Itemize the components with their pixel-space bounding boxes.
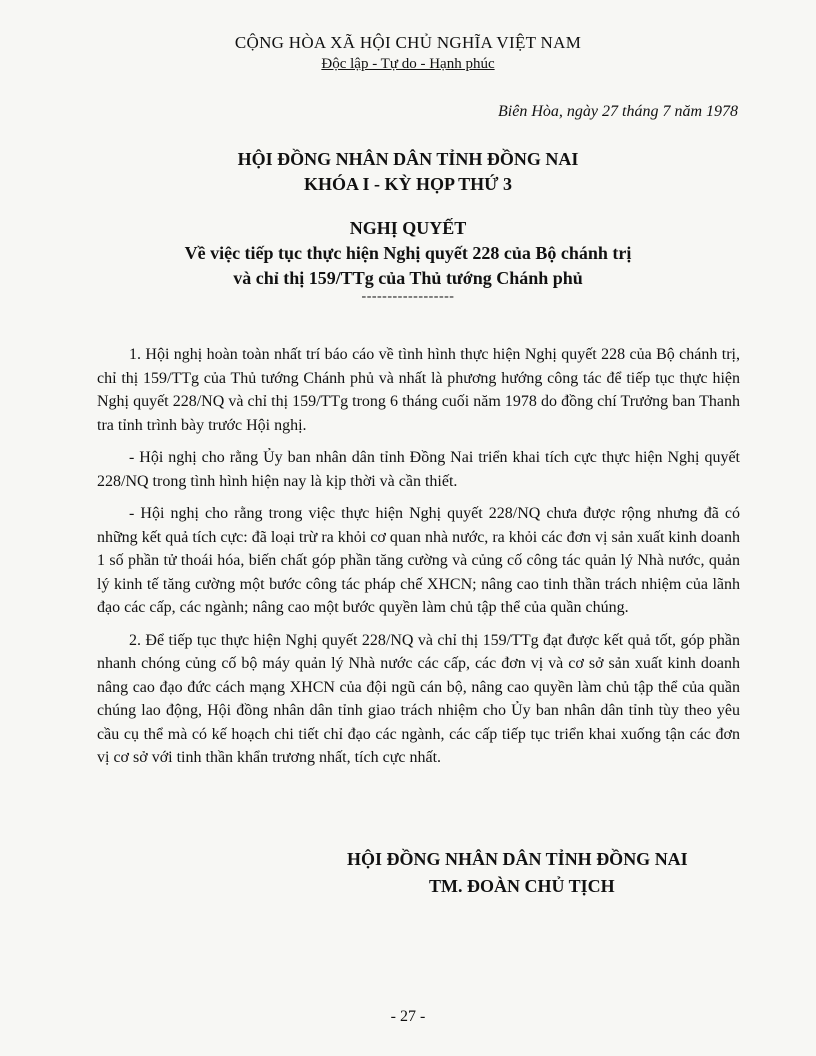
- title-separator: ------------------: [361, 289, 455, 304]
- paragraph-4: 2. Để tiếp tục thực hiện Nghị quyết 228/NQ và chỉ thị 159/TTg đạt được kết quả tốt, góp phần nhanh chóng củng cố bộ máy quản lý Nhà nước các cấp, các đơn vị và cơ sở sản xuất kinh doanh nâng cao đạo đức cách mạng XHCN của đội ngũ cán bộ, nâng cao quyền làm chủ tập thể của quần chúng lao động, Hội đồng nhân dân tỉnh giao trách nhiệm cho Ủy ban nhân dân tỉnh tùy theo yêu cầu cụ thể mà có kế hoạch chi tiết chỉ đạo các ngành, các cấp tiếp tục triển khai xuống tận các đơn vị cơ sở với tinh thần khẩn trương nhất, tích cực nhất.: [97, 631, 740, 766]
- document-body: [97, 343, 740, 779]
- document-title-block: [0, 216, 816, 291]
- page-number: - 27 -: [390, 1008, 426, 1025]
- paragraph-1: 1. Hội nghị hoàn toàn nhất trí báo cáo về tình hình thực hiện Nghị quyết 228 của Bộ chánh trị, chỉ thị 159/TTg của Thủ tướng Chánh phủ và nhất là phương hướng công tác để tiếp tục thực hiện Nghị quyết 228/NQ và chỉ thị 159/TTg trong 6 tháng cuối năm 1978 do đồng chí Trưởng ban Thanh tra tỉnh trình bày trước Hội nghị.: [97, 346, 740, 434]
- paragraph-3: - Hội nghị cho rằng trong việc thực hiện Nghị quyết 228/NQ chưa được rộng nhưng đã có những kết quả tích cực: đã loại trừ ra khỏi cơ quan nhà nước, ra khỏi các đơn vị sản xuất kinh doanh 1 số phần tử thoái hóa, biến chất góp phần tăng cường và củng cố công tác quản lý Nhà nước, quản lý kinh tế tăng cường một bước công tác pháp chế XHCN; nâng cao tinh thần trách nhiệm của lãnh đạo các cấp, các ngành; nâng cao một bước quyền làm chủ tập thể của quần chúng.: [97, 505, 740, 616]
- issuer-name: HỘI ĐỒNG NHÂN DÂN TỈNH ĐỒNG NAI: [237, 149, 579, 169]
- document-subject-line-1: Về việc tiếp tục thực hiện Nghị quyết 228 của Bộ chánh trị: [184, 243, 632, 263]
- motto-text: Độc lập - Tự do - Hạnh phúc: [321, 56, 495, 72]
- national-motto: [0, 56, 816, 73]
- signature-role: TM. ĐOÀN CHỦ TỊCH: [429, 876, 615, 896]
- dateline: Biên Hòa, ngày 27 tháng 7 năm 1978: [498, 103, 738, 120]
- document-subject-line-2: và chỉ thị 159/TTg của Thủ tướng Chánh phủ: [233, 268, 583, 288]
- signature-issuer: HỘI ĐỒNG NHÂN DÂN TỈNH ĐỒNG NAI: [347, 849, 688, 869]
- issuer-block: [0, 147, 816, 197]
- paragraph-2: - Hội nghị cho rằng Ủy ban nhân dân tỉnh Đồng Nai triển khai tích cực thực hiện Nghị quyết 228/NQ trong tình hình hiện nay là kịp thời và cần thiết.: [97, 449, 740, 490]
- issuer-session: KHÓA I - KỲ HỌP THỨ 3: [303, 174, 513, 194]
- document-type: NGHỊ QUYẾT: [349, 218, 467, 238]
- national-title: CỘNG HÒA XÃ HỘI CHỦ NGHĨA VIỆT NAM: [234, 33, 582, 52]
